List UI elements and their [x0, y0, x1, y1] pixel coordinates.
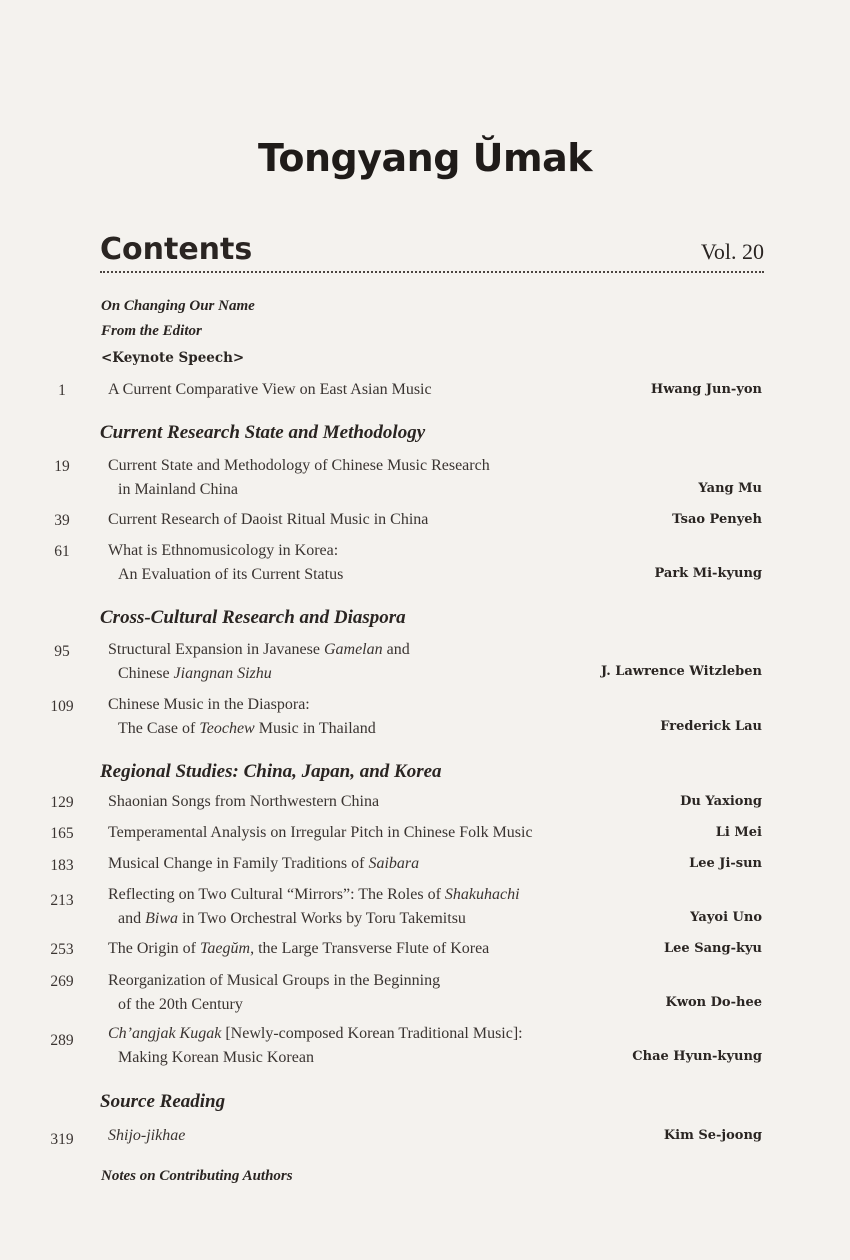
section-heading: Cross-Cultural Research and Diaspora: [100, 607, 406, 628]
entry-title: Current Research of Daoist Ritual Music in China: [108, 511, 429, 528]
page-number: 61: [54, 543, 70, 560]
notes-on-authors: Notes on Contributing Authors: [101, 1168, 293, 1184]
author: Du Yaxiong: [680, 794, 762, 809]
keynote-label: <Keynote Speech>: [101, 350, 245, 366]
page-number: 289: [50, 1032, 74, 1049]
page-number: 95: [54, 643, 70, 660]
entry-title: Shaonian Songs from Northwestern China: [108, 793, 380, 810]
page-number: 319: [50, 1131, 74, 1148]
page-number: 269: [50, 973, 74, 990]
section-heading: Regional Studies: China, Japan, and Korea: [100, 761, 442, 782]
author: Lee Ji-sun: [689, 856, 762, 871]
entry-title: What is Ethnomusicology in Korea: An Evaluation of its Current Status: [108, 542, 344, 583]
front-matter-editor: From the Editor: [101, 323, 202, 339]
page-number: 39: [54, 512, 70, 529]
journal-title: Tongyang Ŭmak: [258, 136, 592, 180]
author: Li Mei: [715, 825, 762, 840]
page-number: 1: [58, 382, 66, 399]
entry-title: Temperamental Analysis on Irregular Pitch in Chinese Folk Music: [108, 824, 533, 841]
author: Kwon Do-hee: [665, 995, 762, 1010]
entry-title: Shijo-jikhae: [108, 1127, 186, 1144]
entry-title: Reorganization of Musical Groups in the Beginning of the 20th Century: [108, 972, 441, 1013]
contents-heading: Contents: [100, 232, 253, 267]
page-number: 19: [54, 458, 70, 475]
author: Yang Mu: [698, 481, 762, 496]
front-matter-name-change: On Changing Our Name: [101, 298, 255, 314]
entry-title: The Origin of Taegŭm, the Large Transverse Flute of Korea: [108, 940, 490, 957]
author: Frederick Lau: [660, 719, 762, 734]
author: Chae Hyun-kyung: [632, 1049, 762, 1064]
author: Yayoi Uno: [690, 910, 762, 925]
page-number: 129: [50, 794, 74, 811]
entry-title: Chinese Music in the Diaspora: The Case of Teochew Music in Thailand: [108, 696, 376, 737]
entry-title: Ch’angjak Kugak [Newly-composed Korean Traditional Music]: Making Korean Music Korean: [108, 1025, 523, 1066]
author: Kim Se-joong: [663, 1128, 762, 1143]
page-number: 183: [50, 857, 74, 874]
page-number: 213: [50, 892, 74, 909]
author: Hwang Jun-yon: [650, 382, 762, 397]
entry-title: Musical Change in Family Traditions of Saibara: [108, 855, 420, 872]
page-number: 109: [50, 698, 74, 715]
author: Park Mi-kyung: [654, 566, 762, 581]
entry-title: Reflecting on Two Cultural “Mirrors”: The Roles of Shakuhachi and Biwa in Two Orchestral Works by Toru Takemitsu: [108, 886, 520, 927]
dotted-divider: [100, 271, 764, 273]
author: J. Lawrence Witzleben: [601, 664, 762, 679]
entry-title: Current State and Methodology of Chinese Music Research in Mainland China: [108, 457, 490, 498]
author: Tsao Penyeh: [672, 512, 762, 527]
section-heading: Source Reading: [100, 1091, 226, 1112]
volume-label: Vol. 20: [700, 239, 764, 264]
section-heading: Current Research State and Methodology: [100, 422, 426, 443]
page-number: 165: [50, 825, 74, 842]
entry-title: Structural Expansion in Javanese Gamelan and Chinese Jiangnan Sizhu: [108, 641, 410, 682]
author: Lee Sang-kyu: [664, 941, 762, 956]
entry-title: A Current Comparative View on East Asian Music: [108, 381, 432, 398]
page-number: 253: [50, 941, 74, 958]
